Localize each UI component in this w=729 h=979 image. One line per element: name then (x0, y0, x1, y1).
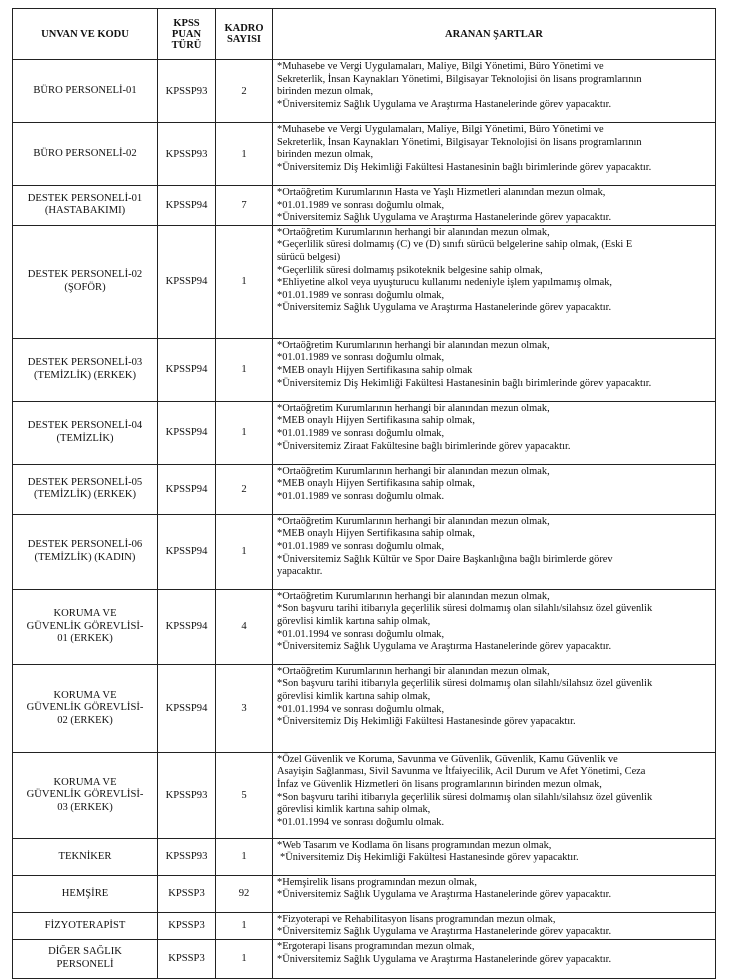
kadro-sayisi-cell: 7 (216, 186, 273, 226)
sart-line: birinden mezun olmak, (277, 86, 374, 98)
table-row (13, 939, 716, 978)
table-row (13, 875, 716, 912)
sart-line: birinden mezun olmak, (277, 149, 374, 161)
sart-line: *Üniversitemiz Sağlık Uygulama ve Araştırma Hastanelerinde görev yapacaktır. (277, 98, 612, 110)
aranan-sartlar-cell (273, 514, 716, 589)
sart-line: *Ortaöğretim Kurumlarının Hasta ve Yaşlı Hizmetleri alanından mezun olmak, (277, 187, 606, 198)
sart-line: *Üniversitemiz Sağlık Uygulama ve Araştırma Hastanelerinde görev yapacaktır. (277, 302, 612, 314)
unvan-cell (13, 514, 158, 589)
kadro-sayisi-cell: 5 (216, 752, 273, 838)
sart-line: *Son başvuru tarihi itibarıyla geçerlilik süresi dolmamış olan silahlı/silahsız özel güvenlik (277, 678, 653, 690)
sart-line: *01.01.1989 ve sonrası doğumlu olmak. (277, 490, 445, 502)
sart-line: *Ergoterapi lisans programından mezun olmak, (277, 940, 475, 952)
unvan-line: BÜRO PERSONELİ-02 (33, 147, 137, 159)
table-row (13, 664, 716, 752)
kadro-sayisi-cell: 2 (216, 464, 273, 514)
table-row (13, 338, 716, 401)
aranan-sartlar-cell (273, 939, 716, 978)
unvan-line: BÜRO PERSONELİ-01 (33, 84, 137, 96)
table-row (13, 225, 716, 338)
sart-line: *Üniversitemiz Diş Hekimliği Fakültesi Hastanesinde görev yapacaktır. (280, 852, 579, 864)
aranan-sartlar-cell (273, 664, 716, 752)
sart-line: *Geçerlilik süresi dolmamış (C) ve (D) sınıfı sürücü belgelerine sahip olmak, (Eski E (277, 239, 633, 251)
table-row (13, 752, 716, 838)
unvan-cell (13, 875, 158, 912)
aranan-sartlar-cell (273, 589, 716, 664)
sart-line: *Üniversitemiz Sağlık Uygulama ve Araştırma Hastanelerinde görev yapacaktır. (277, 889, 612, 901)
unvan-line: DESTEK PERSONELİ-02 (27, 269, 143, 281)
puan-turu-cell: KPSSP93 (158, 60, 216, 123)
table-row (13, 912, 716, 939)
kadro-sayisi-cell: 1 (216, 225, 273, 338)
kadro-sayisi-cell: 1 (216, 912, 273, 939)
unvan-line: (TEMİZLİK) (56, 432, 114, 444)
sart-line: *Üniversitemiz Sağlık Uygulama ve Araştırma Hastanelerinde görev yapacaktır. (277, 641, 612, 653)
unvan-line: DESTEK PERSONELİ-05 (27, 476, 143, 488)
unvan-line: TEKNİKER (58, 850, 112, 862)
unvan-cell (13, 123, 158, 186)
unvan-line: DESTEK PERSONELİ-01 (27, 192, 143, 204)
unvan-line: (TEMİZLİK) (KADIN) (34, 551, 136, 563)
table-row (13, 401, 716, 464)
unvan-line: DESTEK PERSONELİ-06 (27, 539, 143, 551)
sart-line: *Üniversitemiz Sağlık Uygulama ve Araştırma Hastanelerinde görev yapacaktır. (277, 926, 612, 938)
sart-line: *Üniversitemiz Sağlık Uygulama ve Araştırma Hastanelerinde görev yapacaktır. (277, 212, 612, 224)
table-row (13, 514, 716, 589)
sart-line: *Üniversitemiz Diş Hekimliği Fakültesi Hastanesinde görev yapacaktır. (277, 716, 576, 728)
unvan-line: GÜVENLİK GÖREVLİSİ- (26, 789, 144, 801)
sart-line: *Ortaöğretim Kurumlarının herhangi bir alanından mezun olmak, (277, 465, 550, 477)
puan-turu-cell: KPSSP94 (158, 464, 216, 514)
unvan-line: GÜVENLİK GÖREVLİSİ- (26, 702, 144, 714)
sart-line: *Üniversitemiz Ziraat Fakültesine bağlı birimlerinde görev yapacaktır. (277, 440, 571, 452)
header-kadro: KADRO SAYISI (216, 9, 273, 60)
header-row (13, 9, 716, 60)
unvan-line: (TEMİZLİK) (ERKEK) (33, 489, 137, 501)
sart-line: *Ortaöğretim Kurumlarının herhangi bir alanından mezun olmak, (277, 515, 550, 527)
puan-turu-cell: KPSSP3 (158, 939, 216, 978)
header-unvan: UNVAN VE KODU (13, 9, 158, 60)
aranan-sartlar-cell (273, 123, 716, 186)
kadro-sayisi-cell: 1 (216, 514, 273, 589)
kadro-sayisi-cell: 3 (216, 664, 273, 752)
unvan-line: KORUMA VE (53, 608, 117, 620)
sart-line: *01.01.1994 ve sonrası doğumlu olmak, (277, 628, 445, 640)
sart-line: görevlisi kimlik kartına sahip olmak, (277, 804, 431, 816)
aranan-sartlar-cell (273, 60, 716, 123)
kadro-sayisi-cell: 4 (216, 589, 273, 664)
unvan-cell (13, 752, 158, 838)
puan-turu-cell: KPSSP3 (158, 875, 216, 912)
unvan-cell (13, 664, 158, 752)
kadro-sayisi-cell: 1 (216, 939, 273, 978)
table-row (13, 60, 716, 123)
sart-line: *Son başvuru tarihi itibarıyla geçerlilik süresi dolmamış olan silahlı/silahsız özel güvenlik (277, 791, 653, 803)
unvan-line: FİZYOTERAPİST (44, 919, 126, 931)
sart-line: *01.01.1994 ve sonrası doğumlu olmak, (277, 703, 445, 715)
sart-line: *MEB onaylı Hijyen Sertifikasına sahip olmak, (277, 415, 475, 427)
sart-line: *MEB onaylı Hijyen Sertifikasına sahip olmak, (277, 528, 475, 540)
sart-line: *Son başvuru tarihi itibarıyla geçerlilik süresi dolmamış olan silahlı/silahsız özel güvenlik (277, 603, 653, 615)
sart-line: *Web Tasarım ve Kodlama ön lisans programından mezun olmak, (277, 839, 552, 851)
table-row (13, 186, 716, 226)
puan-turu-cell: KPSSP94 (158, 401, 216, 464)
kadro-sayisi-cell: 1 (216, 123, 273, 186)
sart-line: *Geçerlilik süresi dolmamış psikoteknik belgesine sahip olmak, (277, 264, 543, 276)
table-row (13, 838, 716, 875)
puan-turu-cell: KPSSP94 (158, 589, 216, 664)
puan-turu-cell: KPSSP93 (158, 752, 216, 838)
unvan-line: DESTEK PERSONELİ-03 (27, 357, 143, 369)
aranan-sartlar-cell (273, 464, 716, 514)
unvan-cell (13, 912, 158, 939)
puan-turu-cell: KPSSP3 (158, 912, 216, 939)
sart-line: *Ortaöğretim Kurumlarının herhangi bir alanından mezun olmak, (277, 665, 550, 677)
unvan-cell (13, 838, 158, 875)
puan-turu-cell: KPSSP94 (158, 338, 216, 401)
kadro-sayisi-cell: 1 (216, 338, 273, 401)
puan-turu-cell: KPSSP94 (158, 186, 216, 226)
unvan-cell (13, 338, 158, 401)
sart-line: *01.01.1994 ve sonrası doğumlu olmak. (277, 816, 445, 828)
unvan-line: GÜVENLİK GÖREVLİSİ- (26, 620, 144, 632)
unvan-line: 01 (ERKEK) (57, 633, 113, 645)
sart-line: *01.01.1989 ve sonrası doğumlu olmak, (277, 352, 445, 364)
sart-line: *Ortaöğretim Kurumlarının herhangi bir alanından mezun olmak, (277, 402, 550, 414)
aranan-sartlar-cell (273, 338, 716, 401)
sart-line: Asayişin Sağlanması, Sivil Savunma ve İtfaiyecilik, Acil Durum ve Afet Yönetimi, Ceza (277, 766, 646, 778)
unvan-cell (13, 225, 158, 338)
unvan-cell (13, 464, 158, 514)
sart-line: görevlisi kimlik kartına sahip olmak, (277, 615, 431, 627)
sart-line: İnfaz ve Güvenlik Hizmetleri ön lisans programlarının birinden mezun olmak, (277, 778, 602, 790)
table-row (13, 464, 716, 514)
sart-line: *01.01.1989 ve sonrası doğumlu olmak, (277, 427, 445, 439)
puan-turu-cell: KPSSP93 (158, 123, 216, 186)
sart-line: *Fizyoterapi ve Rehabilitasyon lisans programından mezun olmak, (277, 913, 556, 925)
unvan-line: KORUMA VE (53, 689, 117, 701)
sart-line: *Ortaöğretim Kurumlarının herhangi bir alanından mezun olmak, (277, 226, 550, 238)
unvan-cell (13, 186, 158, 226)
sart-line: *Üniversitemiz Diş Hekimliği Fakültesi Hastanesinin bağlı birimlerinde görev yapacaktır. (277, 377, 652, 389)
unvan-line: DİĞER SAĞLIK (48, 946, 122, 958)
header-puan: KPSS PUAN TÜRÜ (158, 9, 216, 60)
sart-line: *Hemşirelik lisans programından mezun olmak, (277, 876, 477, 888)
sart-line: görevlisi kimlik kartına sahip olmak, (277, 690, 431, 702)
unvan-line: HEMŞİRE (61, 887, 109, 899)
puan-turu-cell: KPSSP94 (158, 225, 216, 338)
sart-line: *Üniversitemiz Sağlık Uygulama ve Araştırma Hastanelerinde görev yapacaktır. (277, 953, 612, 965)
puan-turu-cell: KPSSP94 (158, 664, 216, 752)
sart-line: *Muhasebe ve Vergi Uygulamaları, Maliye, Bilgi Yönetimi, Büro Yönetimi ve (277, 124, 604, 135)
puan-turu-cell: KPSSP93 (158, 838, 216, 875)
sart-line: *Ehliyetine alkol veya uyuşturucu kullanımı nedeniyle işlem yapılmamış olmak, (277, 277, 613, 289)
unvan-cell (13, 589, 158, 664)
unvan-cell (13, 939, 158, 978)
kadro-sayisi-cell: 1 (216, 401, 273, 464)
unvan-line: PERSONELİ (56, 958, 114, 970)
sart-line: *01.01.1989 ve sonrası doğumlu olmak, (277, 540, 445, 552)
aranan-sartlar-cell (273, 401, 716, 464)
kadro-sayisi-cell: 92 (216, 875, 273, 912)
table-row (13, 589, 716, 664)
sart-line: *MEB onaylı Hijyen Sertifikasına sahip olmak (277, 364, 473, 376)
sart-line: *Özel Güvenlik ve Koruma, Savunma ve Güvenlik, Güvenlik, Kamu Güvenlik ve (277, 753, 618, 765)
aranan-sartlar-cell (273, 838, 716, 875)
kadro-table (12, 8, 716, 979)
aranan-sartlar-cell (273, 752, 716, 838)
sart-line: sürücü belgesi) (277, 251, 341, 263)
sart-line: *Üniversitemiz Diş Hekimliği Fakültesi Hastanesinin bağlı birimlerinde görev yapacaktır. (277, 161, 652, 173)
sart-line: *Muhasebe ve Vergi Uygulamaları, Maliye, Bilgi Yönetimi, Büro Yönetimi ve (277, 61, 604, 72)
unvan-cell (13, 401, 158, 464)
aranan-sartlar-cell (273, 875, 716, 912)
table-row (13, 123, 716, 186)
sart-line: Sekreterlik, İnsan Kaynakları Yönetimi, Bilgisayar Teknolojisi ön lisans programlarının (277, 73, 642, 85)
sart-line: *Ortaöğretim Kurumlarının herhangi bir alanından mezun olmak, (277, 590, 550, 602)
unvan-line: KORUMA VE (53, 776, 117, 788)
unvan-line: DESTEK PERSONELİ-04 (27, 420, 143, 432)
unvan-line: 02 (ERKEK) (57, 714, 113, 726)
aranan-sartlar-cell (273, 912, 716, 939)
sart-line: *01.01.1989 ve sonrası doğumlu olmak, (277, 199, 445, 211)
aranan-sartlar-cell (273, 186, 716, 226)
kadro-sayisi-cell: 2 (216, 60, 273, 123)
unvan-line: (HASTABAKIMI) (44, 205, 126, 217)
sart-line: *Üniversitemiz Sağlık Kültür ve Spor Daire Başkanlığına bağlı birimlerde görev (277, 553, 613, 565)
sart-line: yapacaktır. (277, 566, 323, 578)
sart-line: *01.01.1989 ve sonrası doğumlu olmak, (277, 289, 445, 301)
sart-line: *Ortaöğretim Kurumlarının herhangi bir alanından mezun olmak, (277, 339, 550, 351)
unvan-line: (ŞOFÖR) (64, 281, 106, 293)
unvan-line: (TEMİZLİK) (ERKEK) (33, 369, 137, 381)
sart-line: *MEB onaylı Hijyen Sertifikasına sahip olmak, (277, 478, 475, 490)
aranan-sartlar-cell (273, 225, 716, 338)
header-sartlar: ARANAN ŞARTLAR (273, 9, 716, 60)
unvan-line: 03 (ERKEK) (57, 801, 113, 813)
puan-turu-cell: KPSSP94 (158, 514, 216, 589)
kadro-sayisi-cell: 1 (216, 838, 273, 875)
sart-line: Sekreterlik, İnsan Kaynakları Yönetimi, Bilgisayar Teknolojisi ön lisans programlarının (277, 136, 642, 148)
unvan-cell (13, 60, 158, 123)
